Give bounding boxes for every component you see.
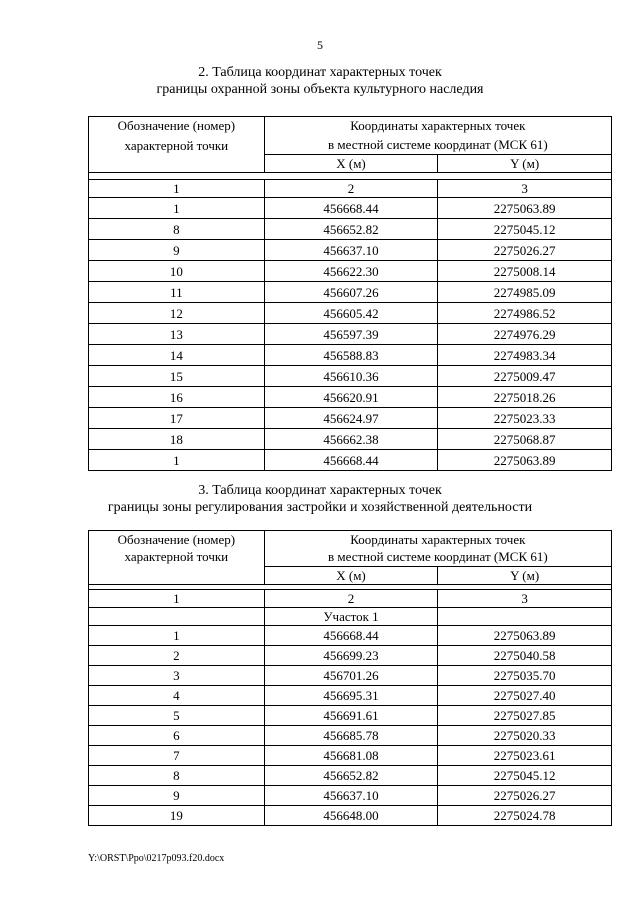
table3 (88, 530, 612, 826)
table2-cell-point: 14 (89, 345, 265, 366)
table3-cell-y: 2275063.89 (438, 626, 612, 646)
table3-colnum-1: 1 (89, 590, 265, 608)
table2-cell-x: 456622.30 (264, 261, 438, 282)
table3-section-empty-1 (89, 608, 265, 626)
table2-cell-x: 456605.42 (264, 303, 438, 324)
table3-cell-x: 456701.26 (264, 666, 438, 686)
table3-col1-header-line1: Обозначение (номер) (117, 532, 236, 547)
table3-row (89, 646, 612, 666)
table2-cell-y: 2275018.26 (438, 387, 612, 408)
table3-row (89, 706, 612, 726)
table2-row (89, 450, 612, 471)
table2-row (89, 303, 612, 324)
page-number: 5 (317, 38, 323, 52)
table2-x-header: X (м) (264, 155, 438, 173)
table3-cell-y: 2275026.27 (438, 786, 612, 806)
table3-row (89, 806, 612, 826)
table2-cell-point: 17 (89, 408, 265, 429)
table3-coord-header-line1: Координаты характерных точек (350, 532, 526, 547)
table2-cell-y: 2274986.52 (438, 303, 612, 324)
table3-cell-x: 456695.31 (264, 686, 438, 706)
table3-coord-header-line2: в местной системе координат (МСК 61) (327, 549, 548, 564)
table2-cell-y: 2275026.27 (438, 240, 612, 261)
table3-cell-x: 456637.10 (264, 786, 438, 806)
table2-cell-y: 2275063.89 (438, 198, 612, 219)
table3-cell-x: 456685.78 (264, 726, 438, 746)
table2-col1-header-line2: характерной точки (124, 138, 229, 153)
table2-cell-point: 12 (89, 303, 265, 324)
table2-title-line1: 2. Таблица координат характерных точек (198, 65, 442, 80)
table3-colnum-3: 3 (438, 590, 612, 608)
table2-colnum-2: 2 (264, 180, 438, 198)
table3-cell-x: 456699.23 (264, 646, 438, 666)
table3-cell-x: 456681.08 (264, 746, 438, 766)
table2-title-line2: границы охранной зоны объекта культурного наследия (156, 82, 484, 97)
table2-cell-x: 456610.36 (264, 366, 438, 387)
table2-cell-x: 456620.91 (264, 387, 438, 408)
table2-row (89, 198, 612, 219)
table2-cell-x: 456668.44 (264, 198, 438, 219)
table2-cell-x: 456624.97 (264, 408, 438, 429)
table3-cell-point: 9 (89, 786, 265, 806)
table2-colnum-1: 1 (89, 180, 265, 198)
table2-cell-point: 1 (89, 198, 265, 219)
table2-cell-y: 2274983.34 (438, 345, 612, 366)
table2-row (89, 324, 612, 345)
table3-cell-y: 2275027.40 (438, 686, 612, 706)
table3-x-header: X (м) (264, 567, 438, 585)
table3-title (0, 482, 640, 516)
table2-cell-x: 456637.10 (264, 240, 438, 261)
table2-cell-y: 2274985.09 (438, 282, 612, 303)
table3-cell-x: 456648.00 (264, 806, 438, 826)
table2-y-header: Y (м) (438, 155, 612, 173)
table3-cell-y: 2275040.58 (438, 646, 612, 666)
table2-coord-header (264, 117, 611, 155)
table2-cell-y: 2275008.14 (438, 261, 612, 282)
table3-cell-point: 3 (89, 666, 265, 686)
table2-row (89, 387, 612, 408)
table3-cell-point: 4 (89, 686, 265, 706)
table3-cell-point: 2 (89, 646, 265, 666)
table2-cell-point: 10 (89, 261, 265, 282)
table2-col1-header (89, 117, 265, 173)
table3-cell-y: 2275035.70 (438, 666, 612, 686)
table3-section-label: Участок 1 (264, 608, 438, 626)
table2-cell-y: 2275068.87 (438, 429, 612, 450)
table3-coord-header (264, 531, 611, 567)
table3-y-header: Y (м) (438, 567, 612, 585)
table3-row (89, 686, 612, 706)
table2-cell-x: 456597.39 (264, 324, 438, 345)
table2-colnum-3: 3 (438, 180, 612, 198)
table2-cell-point: 9 (89, 240, 265, 261)
table2-cell-x: 456662.38 (264, 429, 438, 450)
table2-row (89, 429, 612, 450)
table2-cell-x: 456588.83 (264, 345, 438, 366)
table3-cell-point: 19 (89, 806, 265, 826)
table3-col1-header (89, 531, 265, 585)
table2-cell-point: 18 (89, 429, 265, 450)
table3-cell-point: 8 (89, 766, 265, 786)
table3-cell-x: 456668.44 (264, 626, 438, 646)
table2-column-numbers (89, 180, 612, 198)
table2-row (89, 408, 612, 429)
table3-row (89, 766, 612, 786)
table2-row (89, 345, 612, 366)
table3-cell-y: 2275024.78 (438, 806, 612, 826)
table3-row (89, 726, 612, 746)
table2-cell-y: 2274976.29 (438, 324, 612, 345)
table3-title-line2: границы зоны регулирования застройки и хозяйственной деятельности (107, 500, 533, 515)
table2-cell-point: 1 (89, 450, 265, 471)
table3-column-numbers (89, 590, 612, 608)
table2-cell-point: 11 (89, 282, 265, 303)
table3-cell-point: 1 (89, 626, 265, 646)
table2-row (89, 282, 612, 303)
table2-cell-point: 8 (89, 219, 265, 240)
table2 (88, 116, 612, 471)
footer-file-path: Y:\ORST\Ppo\0217p093.f20.docx (88, 853, 225, 864)
table2-row (89, 261, 612, 282)
table3-cell-x: 456652.82 (264, 766, 438, 786)
table2-row (89, 219, 612, 240)
table3-cell-point: 5 (89, 706, 265, 726)
table3-cell-point: 6 (89, 726, 265, 746)
table2-cell-point: 15 (89, 366, 265, 387)
table3-cell-y: 2275027.85 (438, 706, 612, 726)
table2-coord-header-line1: Координаты характерных точек (350, 118, 526, 133)
table2-title (0, 64, 640, 98)
table2-cell-x: 456668.44 (264, 450, 438, 471)
table3-cell-x: 456691.61 (264, 706, 438, 726)
table3-cell-point: 7 (89, 746, 265, 766)
table3-section-empty-3 (438, 608, 612, 626)
table3-row (89, 786, 612, 806)
table2-cell-point: 13 (89, 324, 265, 345)
table3-cell-y: 2275023.61 (438, 746, 612, 766)
table3-row (89, 666, 612, 686)
table2-cell-y: 2275045.12 (438, 219, 612, 240)
table2-row (89, 240, 612, 261)
table2-coord-header-line2: в местной системе координат (МСК 61) (327, 137, 548, 152)
table3-cell-y: 2275045.12 (438, 766, 612, 786)
table2-cell-x: 456607.26 (264, 282, 438, 303)
table2-cell-x: 456652.82 (264, 219, 438, 240)
table3-col1-header-line2: характерной точки (124, 549, 229, 564)
table3-row (89, 626, 612, 646)
table2-cell-y: 2275063.89 (438, 450, 612, 471)
table2-header-gap (89, 173, 612, 180)
table3-title-line1: 3. Таблица координат характерных точек (198, 483, 442, 498)
table2-row (89, 366, 612, 387)
table2-col1-header-line1: Обозначение (номер) (117, 118, 236, 133)
table3-row (89, 746, 612, 766)
table2-cell-point: 16 (89, 387, 265, 408)
table3-section-row (89, 608, 612, 626)
table3-colnum-2: 2 (264, 590, 438, 608)
table2-cell-y: 2275009.47 (438, 366, 612, 387)
table2-cell-y: 2275023.33 (438, 408, 612, 429)
table3-cell-y: 2275020.33 (438, 726, 612, 746)
